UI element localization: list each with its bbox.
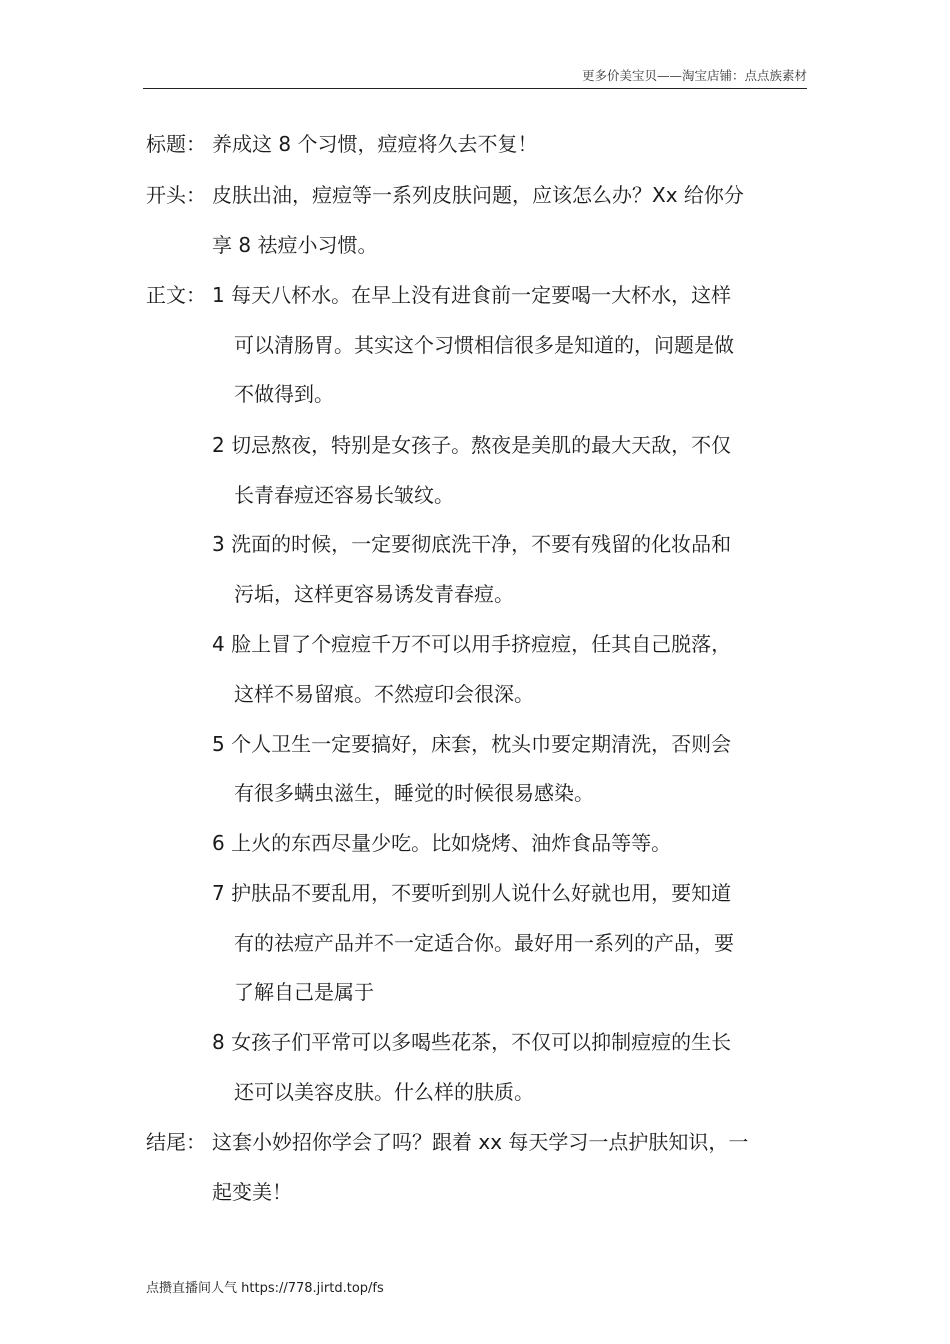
item-5-line-2: 有很多螨虫滋生，睡觉的时候很易感染。: [234, 781, 594, 805]
item-1-line-2: 可以清肠胃。其实这个习惯相信很多是知道的，问题是做: [234, 333, 734, 357]
item-2-line-1: 2 切忌熬夜，特别是女孩子。熬夜是美肌的最大天敌，不仅: [212, 433, 732, 457]
item-4-line-1: 4 脸上冒了个痘痘千万不可以用手挤痘痘，任其自己脱落，: [212, 632, 732, 656]
item-5-line-1: 5 个人卫生一定要搞好，床套，枕头巾要定期清洗，否则会: [212, 732, 732, 756]
item-8-line-2: 还可以美容皮肤。什么样的肤质。: [234, 1080, 534, 1104]
item-7-line-1: 7 护肤品不要乱用，不要听到别人说什么好就也用，要知道: [212, 881, 732, 905]
page-header: [143, 66, 807, 89]
opening-line-2: 享 8 祛痘小习惯。: [212, 233, 378, 257]
item-4-line-2: 这样不易留痕。不然痘印会很深。: [234, 682, 534, 706]
item-3-line-2: 污垢，这样更容易诱发青春痘。: [234, 582, 514, 606]
ending-line-1: 这套小妙招你学会了吗？跟着 xx 每天学习一点护肤知识，一: [212, 1130, 749, 1154]
item-1-line-1: 1 每天八杯水。在早上没有进食前一定要喝一大杯水，这样: [212, 283, 732, 307]
opening-line-1: 皮肤出油，痘痘等一系列皮肤问题，应该怎么办？Xx 给你分: [212, 183, 744, 207]
item-7-line-2: 有的祛痘产品并不一定适合你。最好用一系列的产品，要: [234, 931, 734, 955]
opening-label: 开头：: [146, 183, 206, 207]
title-label: 标题：: [146, 132, 206, 156]
item-1-line-3: 不做得到。: [234, 382, 334, 406]
header-text: 更多价美宝贝——淘宝店铺：点点族素材: [581, 68, 807, 83]
item-2-line-2: 长青春痘还容易长皱纹。: [234, 483, 454, 507]
item-8-line-1: 8 女孩子们平常可以多喝些花茶，不仅可以抑制痘痘的生长: [212, 1030, 732, 1054]
ending-line-2: 起变美！: [212, 1180, 292, 1204]
item-6-line-1: 6 上火的东西尽量少吃。比如烧烤、油炸食品等等。: [212, 831, 672, 855]
item-3-line-1: 3 洗面的时候，一定要彻底洗干净，不要有残留的化妆品和: [212, 532, 732, 556]
body-label: 正文：: [146, 283, 206, 307]
item-7-line-3: 了解自己是属于: [234, 980, 374, 1004]
footer-link-text: 点攒直播间人气 https://778.jirtd.top/fs: [146, 1281, 384, 1296]
ending-label: 结尾：: [146, 1130, 206, 1154]
title-text: 养成这 8 个习惯，痘痘将久去不复！: [212, 132, 538, 156]
